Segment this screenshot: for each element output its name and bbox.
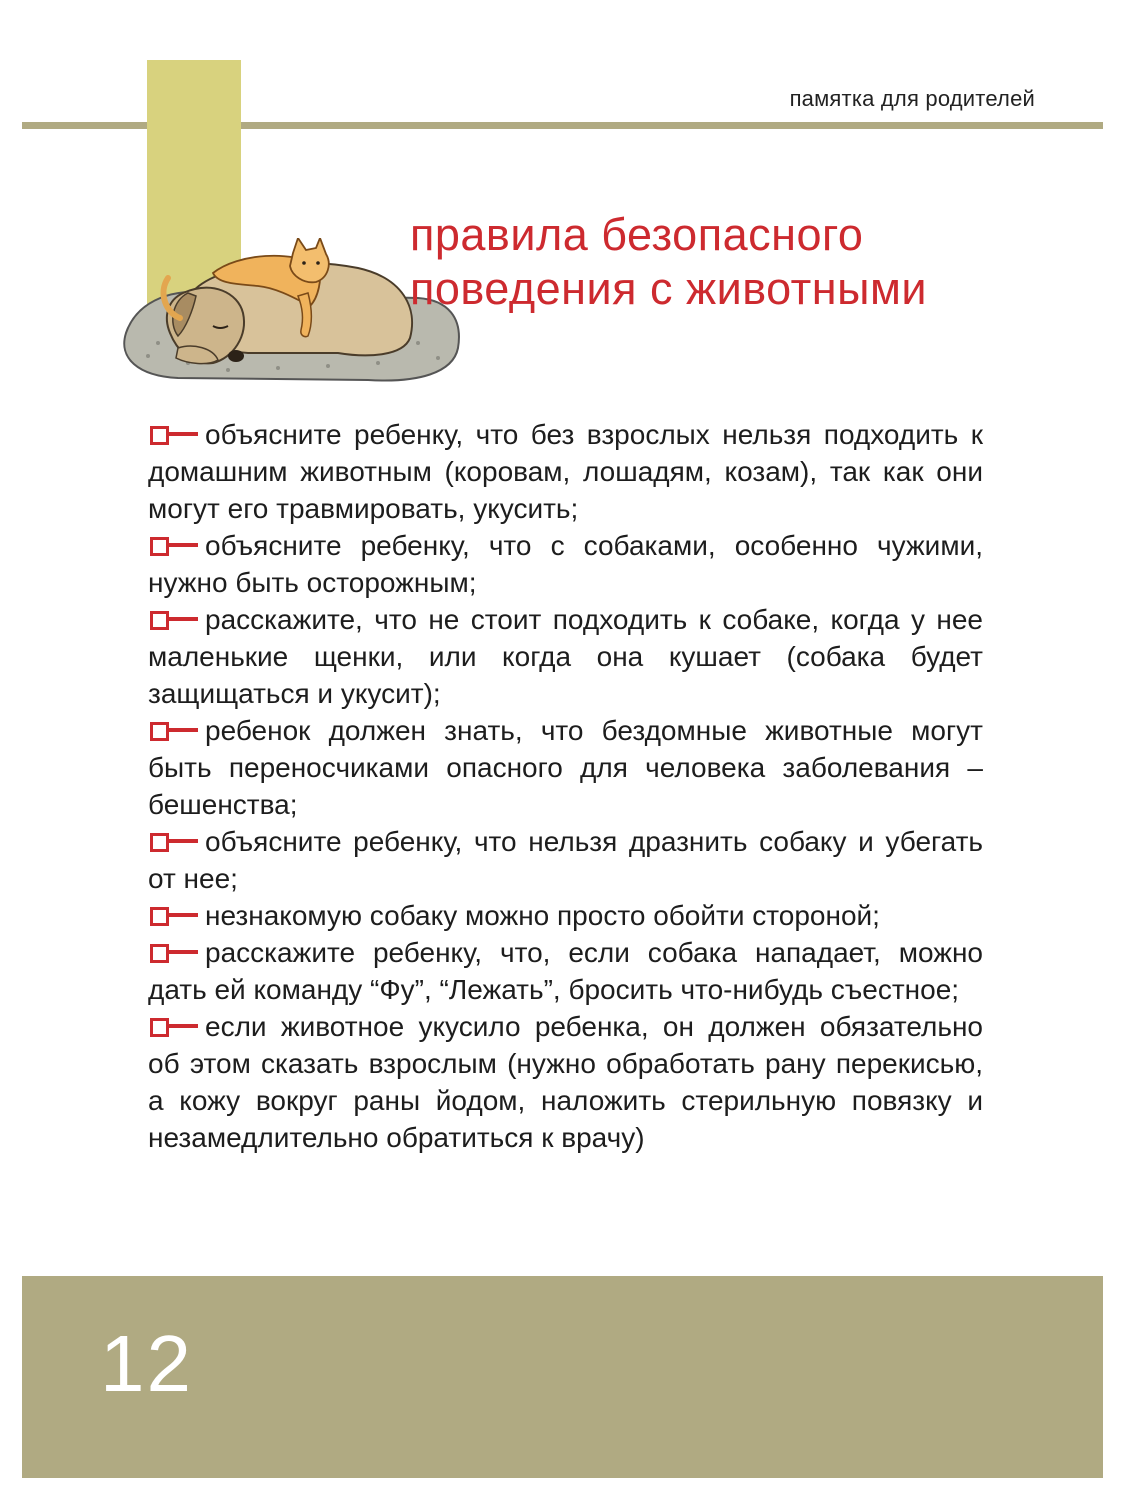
bullet-marker-icon bbox=[148, 424, 200, 444]
bullet-marker-icon bbox=[148, 831, 200, 851]
rule-text: ребенок должен знать, что бездомные животные могут быть переносчиками опасного для человека заболевания – бешенства; bbox=[148, 715, 983, 820]
rule-item bbox=[148, 934, 983, 1008]
rule-text: объясните ребенку, что без взрослых нельзя подходить к домашним животным (коровам, лошадям, козам), так как они могут его травмировать, укусить; bbox=[148, 419, 983, 524]
rule-item bbox=[148, 823, 983, 897]
bullet-marker-icon bbox=[148, 609, 200, 629]
rule-text: объясните ребенку, что с собаками, особенно чужими, нужно быть осторожным; bbox=[148, 530, 983, 598]
rule-item bbox=[148, 527, 983, 601]
rule-text: расскажите ребенку, что, если собака нападает, можно дать ей команду “Фу”, “Лежать”, бросить что-нибудь съестное; bbox=[148, 937, 983, 1005]
rule-text: если животное укусило ребенка, он должен обязательно об этом сказать взрослым (нужно обработать рану перекисью, а кожу вокруг раны йодом, наложить стерильную повязку и незамедлительно обратиться к врачу) bbox=[148, 1011, 983, 1153]
rule-item bbox=[148, 1008, 983, 1156]
header-label: памятка для родителей bbox=[789, 86, 1035, 111]
rule-item bbox=[148, 712, 983, 823]
title-line-2: поведения с животными bbox=[410, 263, 928, 314]
page-number: 12 bbox=[100, 1319, 193, 1408]
title-line-1: правила безопасного bbox=[410, 209, 864, 260]
bullet-marker-icon bbox=[148, 905, 200, 925]
footer-band bbox=[22, 1276, 1103, 1478]
bullet-marker-icon bbox=[148, 942, 200, 962]
rule-item bbox=[148, 601, 983, 712]
rule-text: незнакомую собаку можно просто обойти стороной; bbox=[205, 900, 880, 931]
rule-text: объясните ребенку, что нельзя дразнить собаку и убегать от нее; bbox=[148, 826, 983, 894]
bullet-marker-icon bbox=[148, 535, 200, 555]
page-title bbox=[410, 208, 1050, 316]
bullet-marker-icon bbox=[148, 1016, 200, 1036]
rule-text: расскажите, что не стоит подходить к собаке, когда у нее маленькие щенки, или когда она кушает (собака будет защищаться и укусит); bbox=[148, 604, 983, 709]
bullet-marker-icon bbox=[148, 720, 200, 740]
rule-item bbox=[148, 416, 983, 527]
rules-list bbox=[148, 416, 983, 1156]
rule-item bbox=[148, 897, 983, 934]
